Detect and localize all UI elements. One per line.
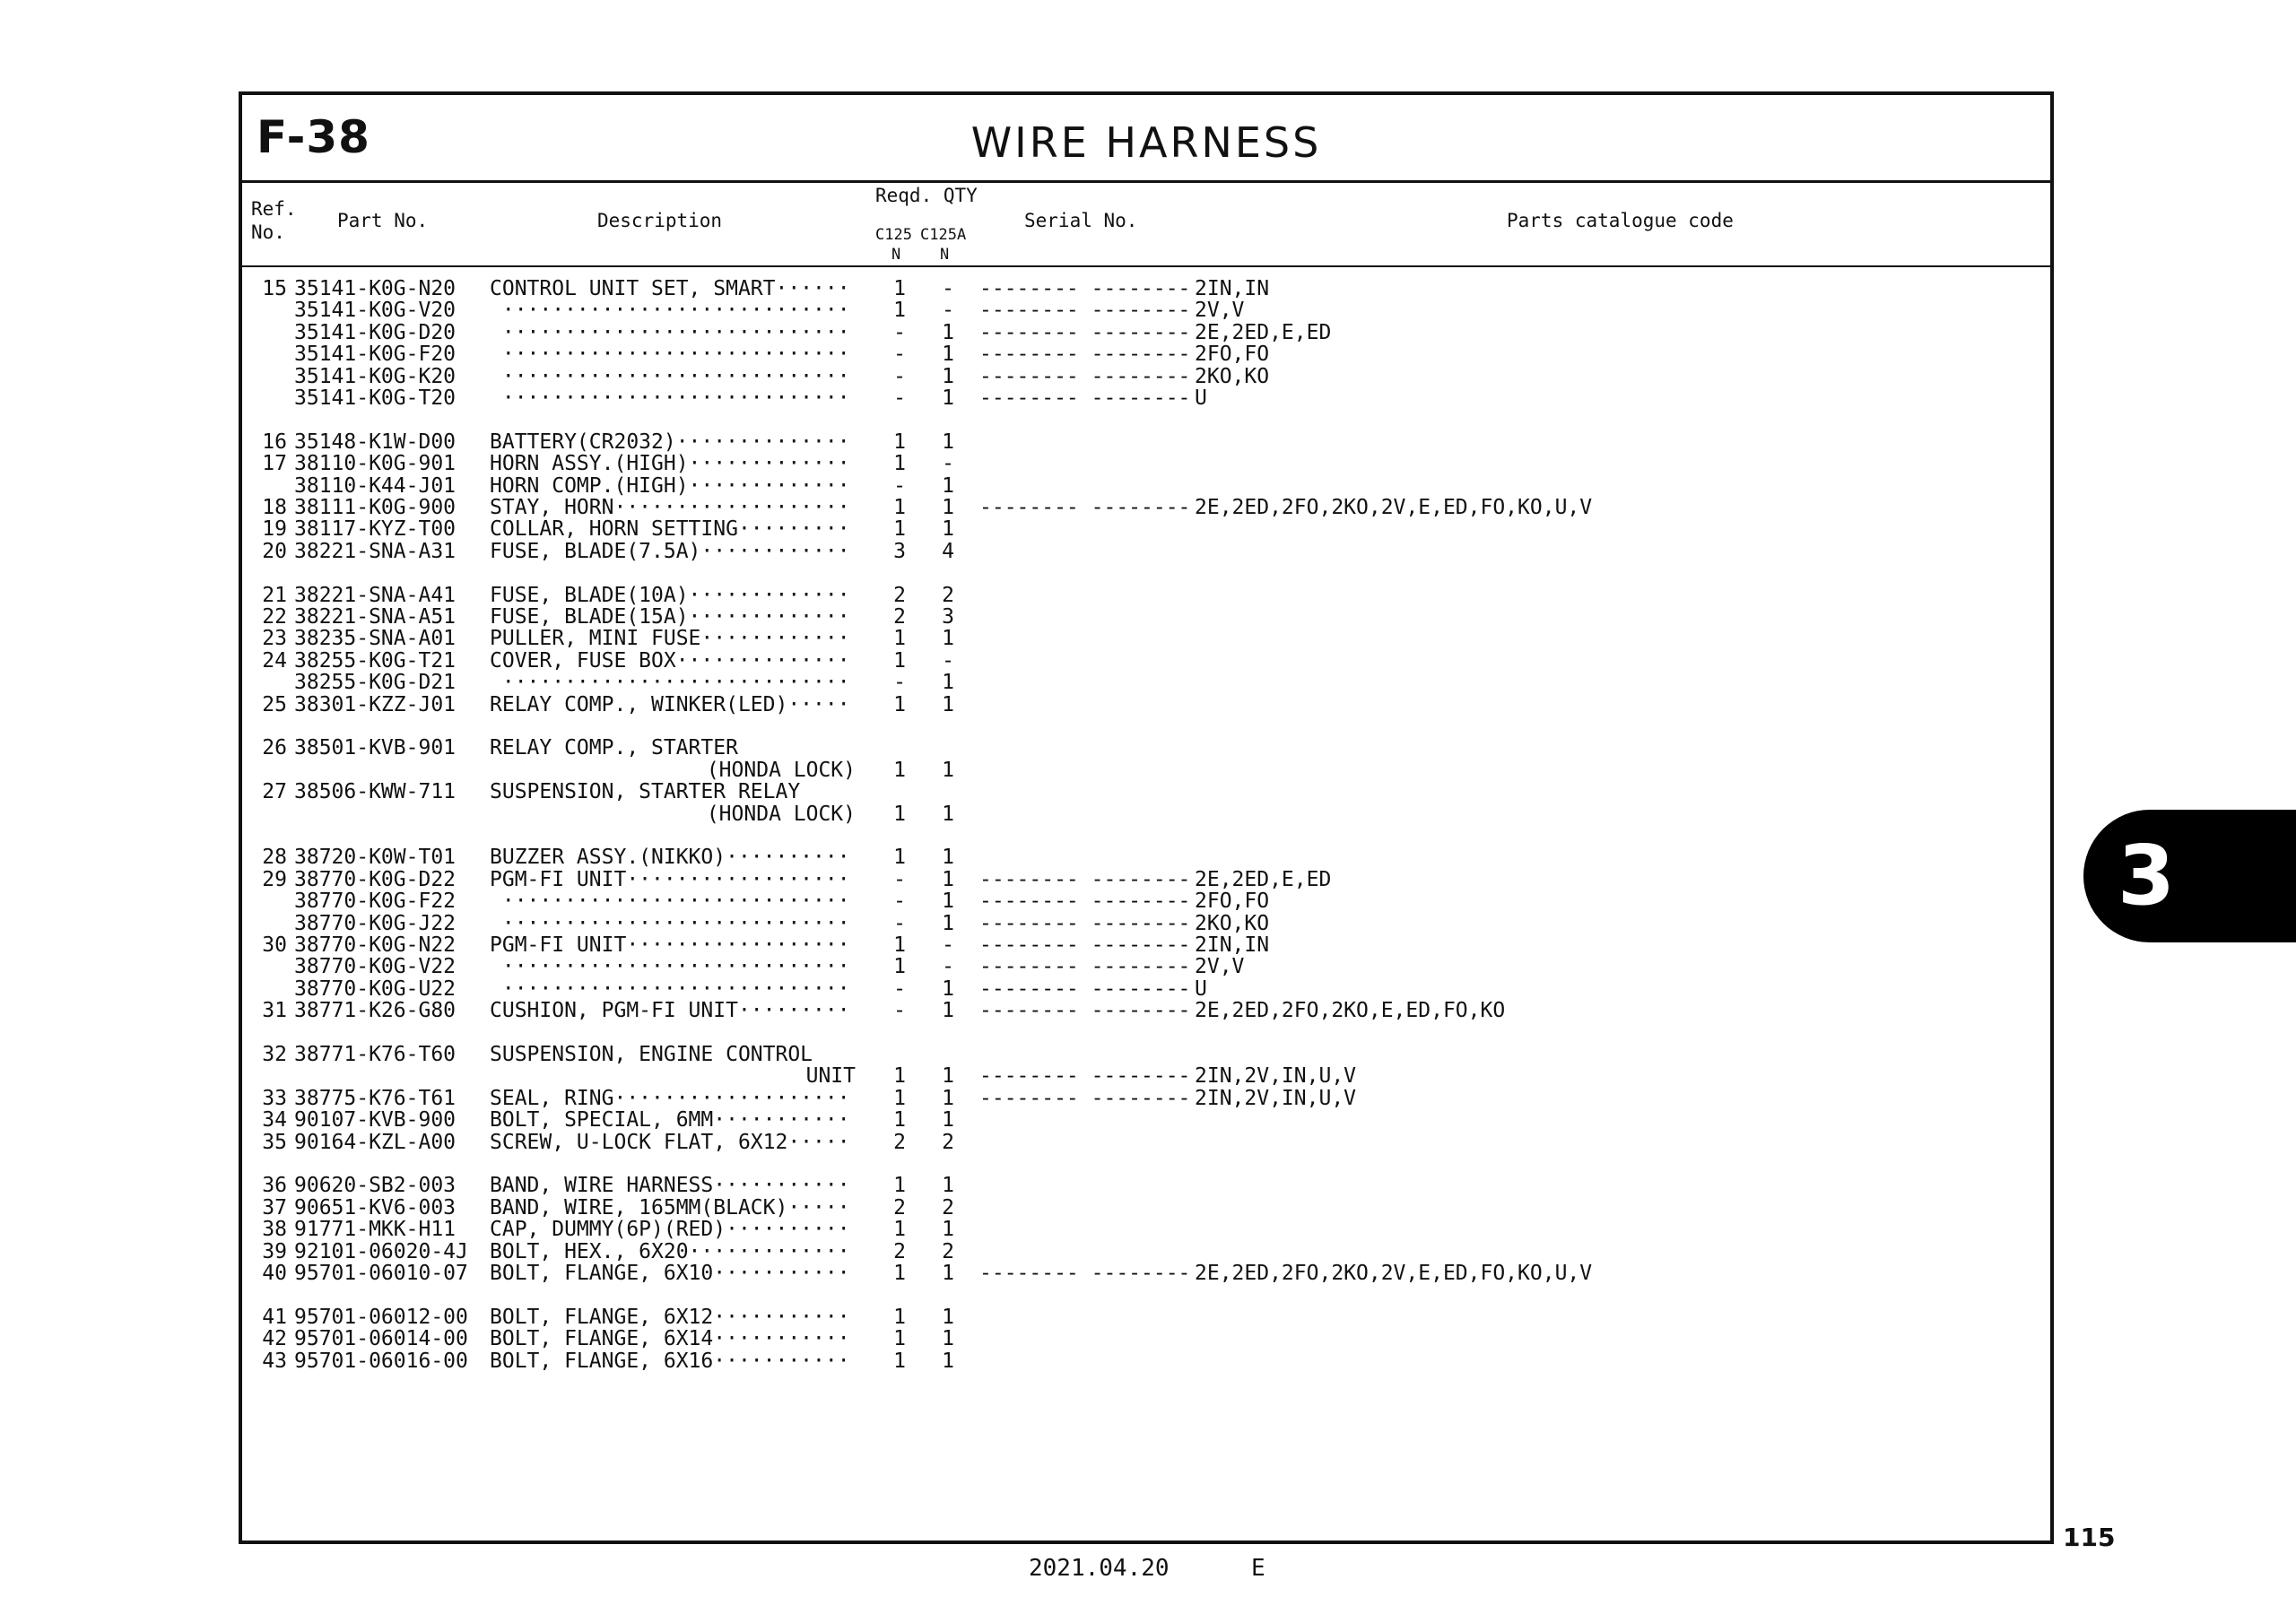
qty-c125a: 4 xyxy=(942,539,954,563)
catalogue-code: 2KO,KO xyxy=(1195,911,1270,935)
catalogue-code: U xyxy=(1195,976,1207,1001)
part-no: 38720-K0W-T01 xyxy=(294,846,457,870)
serial-no: -------- -------- xyxy=(979,1064,1191,1089)
qty-c125: 1 xyxy=(893,1174,906,1198)
table-row xyxy=(242,1175,2050,1196)
qty-c125a: 1 xyxy=(942,976,954,1001)
serial-no: -------- -------- xyxy=(979,976,1191,1001)
description: BOLT, FLANGE, 6X12··········· xyxy=(490,1305,850,1329)
catalog-frame xyxy=(239,91,2054,1544)
table-row xyxy=(242,497,2050,518)
part-no: 38770-K0G-D22 xyxy=(294,867,457,891)
table-row xyxy=(242,759,2050,781)
part-no: 38117-KYZ-T00 xyxy=(294,517,457,542)
qty-c125a: 1 xyxy=(942,386,954,410)
table-row xyxy=(242,846,2050,868)
description: BAND, WIRE, 165MM(BLACK)····· xyxy=(490,1195,850,1219)
serial-no: -------- -------- xyxy=(979,320,1191,344)
col-catalogue-code: Parts catalogue code xyxy=(1507,210,1734,231)
qty-c125: - xyxy=(893,867,906,891)
title-bar xyxy=(242,95,2050,183)
description: BOLT, FLANGE, 6X16··········· xyxy=(490,1349,850,1373)
catalogue-code: 2E,2ED,2FO,2KO,2V,E,ED,FO,KO,U,V xyxy=(1195,496,1593,519)
qty-c125a: 1 xyxy=(942,320,954,344)
table-row xyxy=(242,628,2050,649)
part-no: 38110-K0G-901 xyxy=(294,452,457,476)
col-model-c125: C125 xyxy=(875,226,912,244)
col-model-c125-sub: N xyxy=(891,246,901,264)
description: STAY, HORN··················· xyxy=(490,496,850,519)
part-no: 38770-K0G-J22 xyxy=(294,911,457,935)
qty-c125a: 2 xyxy=(942,1130,954,1154)
qty-c125: 1 xyxy=(893,846,906,870)
part-no: 95701-06016-00 xyxy=(294,1349,468,1373)
part-no: 90651-KV6-003 xyxy=(294,1195,457,1219)
table-row xyxy=(242,1109,2050,1131)
qty-c125: 3 xyxy=(893,539,906,563)
table-row xyxy=(242,343,2050,365)
part-no: 38221-SNA-A51 xyxy=(294,605,457,629)
table-row xyxy=(242,453,2050,474)
page-title: WIRE HARNESS xyxy=(970,118,1322,167)
ref-no: 36 xyxy=(262,1174,287,1198)
serial-no: -------- -------- xyxy=(979,1086,1191,1110)
qty-c125a: - xyxy=(942,452,954,476)
col-model-c125a: C125A xyxy=(920,226,967,244)
table-row xyxy=(242,1306,2050,1328)
ref-no: 42 xyxy=(262,1327,287,1351)
serial-no: -------- -------- xyxy=(979,496,1191,519)
description: (HONDA LOCK) xyxy=(706,758,856,782)
table-row xyxy=(242,781,2050,803)
table-row xyxy=(242,869,2050,890)
qty-c125a: 1 xyxy=(942,627,954,651)
table-row xyxy=(242,366,2050,387)
description: ···························· xyxy=(490,911,850,935)
description: HORN COMP.(HIGH)············· xyxy=(490,473,850,498)
table-row xyxy=(242,694,2050,716)
qty-c125: 1 xyxy=(893,1327,906,1351)
ref-no: 43 xyxy=(262,1349,287,1373)
table-row xyxy=(242,934,2050,956)
part-no: 38770-K0G-N22 xyxy=(294,933,457,957)
table-row xyxy=(242,518,2050,540)
qty-c125a: 2 xyxy=(942,583,954,607)
qty-c125: 1 xyxy=(893,802,906,826)
ref-no: 23 xyxy=(262,627,287,651)
description: UNIT xyxy=(805,1064,856,1089)
ref-no: 24 xyxy=(262,648,287,673)
table-row xyxy=(242,322,2050,343)
qty-c125a: 1 xyxy=(942,999,954,1023)
description: COVER, FUSE BOX·············· xyxy=(490,648,850,673)
part-no: 35141-K0G-D20 xyxy=(294,320,457,344)
footer-edition: E xyxy=(1251,1555,1265,1582)
qty-c125: 1 xyxy=(893,277,906,300)
description: FUSE, BLADE(10A)············· xyxy=(490,583,850,607)
footer-date: 2021.04.20 xyxy=(1029,1555,1170,1582)
serial-no: -------- -------- xyxy=(979,277,1191,300)
part-no: 38771-K76-T60 xyxy=(294,1043,457,1066)
part-no: 90107-KVB-900 xyxy=(294,1108,457,1133)
qty-c125a: 1 xyxy=(942,890,954,914)
qty-c125a: 1 xyxy=(942,692,954,716)
col-model-c125a-sub: N xyxy=(940,246,950,264)
qty-c125: - xyxy=(893,671,906,695)
description: BOLT, SPECIAL, 6MM··········· xyxy=(490,1108,850,1133)
description: BOLT, FLANGE, 6X10··········· xyxy=(490,1262,850,1285)
qty-c125a: 1 xyxy=(942,343,954,367)
table-row xyxy=(242,1000,2050,1021)
ref-no: 32 xyxy=(262,1043,287,1066)
part-no: 35141-K0G-N20 xyxy=(294,277,457,300)
description: COLLAR, HORN SETTING········· xyxy=(490,517,850,542)
qty-c125a: 1 xyxy=(942,802,954,826)
part-no: 35141-K0G-F20 xyxy=(294,343,457,367)
qty-c125: 2 xyxy=(893,1239,906,1263)
table-row xyxy=(242,1132,2050,1153)
catalogue-code: 2IN,IN xyxy=(1195,277,1270,300)
part-no: 38221-SNA-A41 xyxy=(294,583,457,607)
qty-c125: 2 xyxy=(893,583,906,607)
description: CUSHION, PGM-FI UNIT········· xyxy=(490,999,850,1023)
ref-no: 17 xyxy=(262,452,287,476)
part-no: 90620-SB2-003 xyxy=(294,1174,457,1198)
qty-c125a: 1 xyxy=(942,1086,954,1110)
table-row xyxy=(242,475,2050,497)
table-row xyxy=(242,585,2050,606)
table-row xyxy=(242,541,2050,562)
part-no: 38770-K0G-U22 xyxy=(294,976,457,1001)
part-no: 38235-SNA-A01 xyxy=(294,627,457,651)
description: ···························· xyxy=(490,955,850,979)
description: CONTROL UNIT SET, SMART······ xyxy=(490,277,850,300)
catalogue-code: 2E,2ED,2FO,2KO,2V,E,ED,FO,KO,U,V xyxy=(1195,1262,1593,1285)
ref-no: 20 xyxy=(262,539,287,563)
part-no: 91771-MKK-H11 xyxy=(294,1218,457,1242)
description: HORN ASSY.(HIGH)············· xyxy=(490,452,850,476)
ref-no: 40 xyxy=(262,1262,287,1285)
qty-c125: - xyxy=(893,364,906,388)
ref-no: 29 xyxy=(262,867,287,891)
qty-c125: 1 xyxy=(893,933,906,957)
ref-no: 38 xyxy=(262,1218,287,1242)
catalogue-code: 2IN,2V,IN,U,V xyxy=(1195,1064,1357,1089)
ref-no: 15 xyxy=(262,277,287,300)
qty-c125: 1 xyxy=(893,1349,906,1373)
ref-no: 27 xyxy=(262,780,287,804)
table-row xyxy=(242,890,2050,912)
description: ···························· xyxy=(490,671,850,695)
table-row xyxy=(242,431,2050,453)
serial-no: -------- -------- xyxy=(979,955,1191,979)
qty-c125: - xyxy=(893,320,906,344)
ref-no: 34 xyxy=(262,1108,287,1133)
qty-c125: 1 xyxy=(893,692,906,716)
part-no: 95701-06010-07 xyxy=(294,1262,468,1285)
part-no: 38111-K0G-900 xyxy=(294,496,457,519)
qty-c125a: 2 xyxy=(942,1239,954,1263)
description: ···························· xyxy=(490,386,850,410)
ref-no: 39 xyxy=(262,1239,287,1263)
qty-c125: 1 xyxy=(893,299,906,323)
table-row xyxy=(242,387,2050,409)
qty-c125: 1 xyxy=(893,496,906,519)
qty-c125: 2 xyxy=(893,1130,906,1154)
qty-c125: - xyxy=(893,890,906,914)
description: SEAL, RING··················· xyxy=(490,1086,850,1110)
part-no: 35141-K0G-V20 xyxy=(294,299,457,323)
qty-c125a: 1 xyxy=(942,1327,954,1351)
part-no: 38775-K76-T61 xyxy=(294,1086,457,1110)
qty-c125: - xyxy=(893,911,906,935)
part-no: 95701-06012-00 xyxy=(294,1305,468,1329)
qty-c125a: 1 xyxy=(942,364,954,388)
description: PULLER, MINI FUSE············ xyxy=(490,627,850,651)
description: ···························· xyxy=(490,299,850,323)
qty-c125: - xyxy=(893,386,906,410)
qty-c125a: 1 xyxy=(942,758,954,782)
serial-no: -------- -------- xyxy=(979,867,1191,891)
catalogue-code: U xyxy=(1195,386,1207,410)
description: ···························· xyxy=(490,320,850,344)
qty-c125a: 3 xyxy=(942,605,954,629)
part-no: 35148-K1W-D00 xyxy=(294,430,457,454)
qty-c125: 1 xyxy=(893,1218,906,1242)
ref-no: 35 xyxy=(262,1130,287,1154)
col-serial-no: Serial No. xyxy=(1024,210,1138,231)
qty-c125: - xyxy=(893,343,906,367)
ref-no: 22 xyxy=(262,605,287,629)
qty-c125: 1 xyxy=(893,1064,906,1089)
qty-c125a: 1 xyxy=(942,430,954,454)
qty-c125a: 1 xyxy=(942,496,954,519)
description: SUSPENSION, ENGINE CONTROL xyxy=(490,1043,813,1066)
table-row xyxy=(242,1350,2050,1372)
description: ···························· xyxy=(490,343,850,367)
part-no: 35141-K0G-K20 xyxy=(294,364,457,388)
part-no: 95701-06014-00 xyxy=(294,1327,468,1351)
qty-c125: 1 xyxy=(893,627,906,651)
qty-c125a: 1 xyxy=(942,911,954,935)
qty-c125a: 1 xyxy=(942,846,954,870)
ref-no: 41 xyxy=(262,1305,287,1329)
table-row xyxy=(242,956,2050,977)
qty-c125: 1 xyxy=(893,1305,906,1329)
serial-no: -------- -------- xyxy=(979,1262,1191,1285)
qty-c125a: - xyxy=(942,277,954,300)
table-row xyxy=(242,299,2050,321)
col-part-no: Part No. xyxy=(337,210,429,231)
qty-c125a: 1 xyxy=(942,473,954,498)
catalogue-code: 2IN,2V,IN,U,V xyxy=(1195,1086,1357,1110)
description: BAND, WIRE HARNESS··········· xyxy=(490,1174,850,1198)
qty-c125: 2 xyxy=(893,1195,906,1219)
qty-c125a: 2 xyxy=(942,1195,954,1219)
table-row xyxy=(242,650,2050,672)
table-row xyxy=(242,978,2050,1000)
section-tab xyxy=(2083,810,2296,942)
catalogue-code: 2E,2ED,2FO,2KO,E,ED,FO,KO xyxy=(1195,999,1506,1023)
table-row xyxy=(242,1088,2050,1109)
serial-no: -------- -------- xyxy=(979,299,1191,323)
qty-c125a: 1 xyxy=(942,1305,954,1329)
qty-c125a: 1 xyxy=(942,867,954,891)
table-row xyxy=(242,606,2050,628)
part-no: 90164-KZL-A00 xyxy=(294,1130,457,1154)
qty-c125a: 1 xyxy=(942,1262,954,1285)
table-row xyxy=(242,278,2050,299)
qty-c125a: - xyxy=(942,299,954,323)
qty-c125: - xyxy=(893,976,906,1001)
description: SCREW, U-LOCK FLAT, 6X12····· xyxy=(490,1130,850,1154)
part-no: 35141-K0G-T20 xyxy=(294,386,457,410)
qty-c125: 1 xyxy=(893,1086,906,1110)
serial-no: -------- -------- xyxy=(979,933,1191,957)
part-no: 38255-K0G-T21 xyxy=(294,648,457,673)
ref-no: 31 xyxy=(262,999,287,1023)
ref-no: 28 xyxy=(262,846,287,870)
table-row xyxy=(242,913,2050,934)
table-row xyxy=(242,1241,2050,1263)
table-row xyxy=(242,1263,2050,1284)
serial-no: -------- -------- xyxy=(979,911,1191,935)
catalogue-code: 2E,2ED,E,ED xyxy=(1195,867,1332,891)
part-no: 38771-K26-G80 xyxy=(294,999,457,1023)
catalogue-code: 2FO,FO xyxy=(1195,890,1270,914)
col-description: Description xyxy=(597,210,723,231)
qty-c125a: 1 xyxy=(942,517,954,542)
page-number: 115 xyxy=(2063,1523,2116,1552)
description: FUSE, BLADE(7.5A)············ xyxy=(490,539,850,563)
table-row xyxy=(242,1328,2050,1350)
part-no: 38770-K0G-V22 xyxy=(294,955,457,979)
description: CAP, DUMMY(6P)(RED)·········· xyxy=(490,1218,850,1242)
description: SUSPENSION, STARTER RELAY xyxy=(490,780,801,804)
ref-no: 37 xyxy=(262,1195,287,1219)
table-row xyxy=(242,1044,2050,1065)
section-id: F-38 xyxy=(257,111,370,163)
ref-no: 26 xyxy=(262,736,287,760)
qty-c125: 1 xyxy=(893,1262,906,1285)
description: ···························· xyxy=(490,976,850,1001)
description: BATTERY(CR2032)·············· xyxy=(490,430,850,454)
ref-no: 21 xyxy=(262,583,287,607)
qty-c125a: 1 xyxy=(942,1349,954,1373)
serial-no: -------- -------- xyxy=(979,343,1191,367)
qty-c125a: - xyxy=(942,955,954,979)
description: RELAY COMP., STARTER xyxy=(490,736,738,760)
table-row xyxy=(242,1197,2050,1219)
qty-c125: 1 xyxy=(893,1108,906,1133)
qty-c125: 1 xyxy=(893,758,906,782)
catalogue-code: 2FO,FO xyxy=(1195,343,1270,367)
part-no: 38770-K0G-F22 xyxy=(294,890,457,914)
column-header xyxy=(242,183,2050,267)
description: ···························· xyxy=(490,364,850,388)
qty-c125a: - xyxy=(942,933,954,957)
qty-c125: 1 xyxy=(893,517,906,542)
catalogue-code: 2KO,KO xyxy=(1195,364,1270,388)
part-no: 38221-SNA-A31 xyxy=(294,539,457,563)
description: RELAY COMP., WINKER(LED)····· xyxy=(490,692,850,716)
table-row xyxy=(242,737,2050,759)
description: PGM-FI UNIT·················· xyxy=(490,933,850,957)
section-tab-number: 3 xyxy=(2117,828,2175,924)
part-no: 38501-KVB-901 xyxy=(294,736,457,760)
table-row xyxy=(242,1065,2050,1087)
ref-no: 19 xyxy=(262,517,287,542)
catalogue-code: 2V,V xyxy=(1195,955,1245,979)
catalogue-code: 2V,V xyxy=(1195,299,1245,323)
serial-no: -------- -------- xyxy=(979,890,1191,914)
description: (HONDA LOCK) xyxy=(706,802,856,826)
description: BUZZER ASSY.(NIKKO)·········· xyxy=(490,846,850,870)
qty-c125: 1 xyxy=(893,955,906,979)
qty-c125a: 1 xyxy=(942,1218,954,1242)
ref-no: 25 xyxy=(262,692,287,716)
ref-no: 16 xyxy=(262,430,287,454)
col-reqd-qty: Reqd. QTY xyxy=(875,185,978,206)
description: FUSE, BLADE(15A)············· xyxy=(490,605,850,629)
part-no: 38506-KWW-711 xyxy=(294,780,457,804)
description: BOLT, HEX., 6X20············· xyxy=(490,1239,850,1263)
qty-c125: 1 xyxy=(893,648,906,673)
description: BOLT, FLANGE, 6X14··········· xyxy=(490,1327,850,1351)
ref-no: 33 xyxy=(262,1086,287,1110)
qty-c125a: 1 xyxy=(942,1108,954,1133)
table-row xyxy=(242,672,2050,693)
qty-c125a: 1 xyxy=(942,671,954,695)
serial-no: -------- -------- xyxy=(979,386,1191,410)
qty-c125: 2 xyxy=(893,605,906,629)
catalogue-code: 2E,2ED,E,ED xyxy=(1195,320,1332,344)
qty-c125a: 1 xyxy=(942,1174,954,1198)
description: PGM-FI UNIT·················· xyxy=(490,867,850,891)
ref-no: 30 xyxy=(262,933,287,957)
ref-no: 18 xyxy=(262,496,287,519)
description: ···························· xyxy=(490,890,850,914)
part-no: 38110-K44-J01 xyxy=(294,473,457,498)
part-no: 38255-K0G-D21 xyxy=(294,671,457,695)
serial-no: -------- -------- xyxy=(979,999,1191,1023)
part-no: 92101-06020-4J xyxy=(294,1239,468,1263)
qty-c125: 1 xyxy=(893,430,906,454)
qty-c125: - xyxy=(893,473,906,498)
serial-no: -------- -------- xyxy=(979,364,1191,388)
qty-c125a: - xyxy=(942,648,954,673)
table-row xyxy=(242,1219,2050,1240)
catalogue-code: 2IN,IN xyxy=(1195,933,1270,957)
table-row xyxy=(242,803,2050,825)
qty-c125a: 1 xyxy=(942,1064,954,1089)
part-no: 38301-KZZ-J01 xyxy=(294,692,457,716)
col-ref: Ref. No. xyxy=(251,198,297,243)
qty-c125: 1 xyxy=(893,452,906,476)
qty-c125: - xyxy=(893,999,906,1023)
